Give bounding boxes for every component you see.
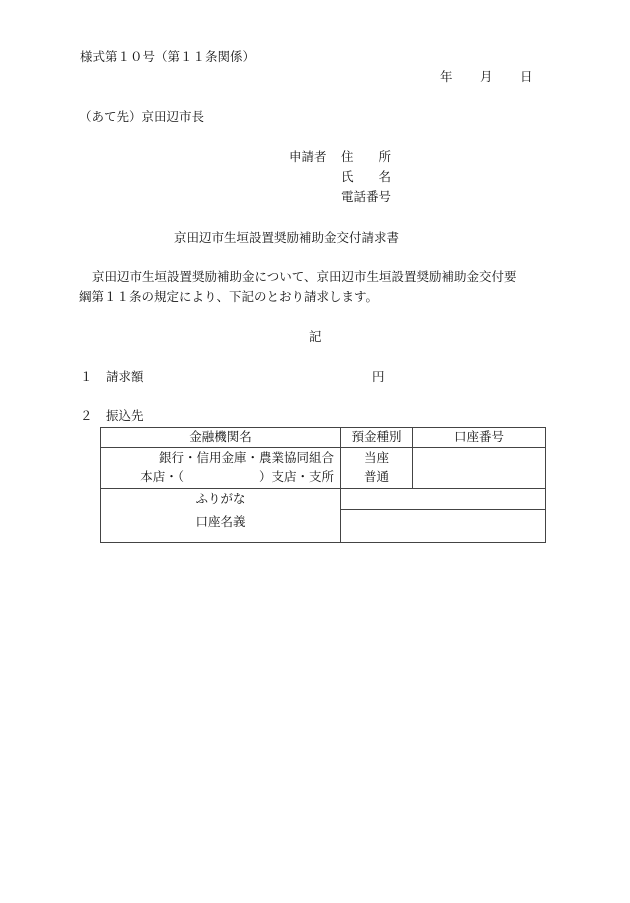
document-title: 京田辺市生垣設置奨励補助金交付請求書 (174, 230, 400, 245)
deposit-type-cell[interactable] (341, 448, 413, 489)
bank-table (100, 427, 546, 543)
institution-cell[interactable] (101, 448, 341, 489)
applicant-address-label: 住 所 (341, 149, 392, 164)
account-name-label-cell (101, 489, 341, 543)
deposit-type-ordinary: 普通 (363, 469, 389, 484)
applicant-phone-label: 電話番号 (341, 189, 392, 204)
form-number: 様式第１０号（第１１条関係） (80, 49, 256, 64)
header-account-number: 口座番号 (413, 428, 546, 448)
institution-line-1: 銀行・信用金庫・農業協同組合 (158, 450, 334, 466)
institution-line-2: 本店・（ ）支店・支所 (140, 469, 334, 484)
date-year-label: 年 (440, 69, 453, 84)
account-number-cell[interactable] (413, 448, 546, 489)
item2-label: 振込先 (106, 408, 144, 423)
applicant-name-label: 氏 名 (341, 169, 392, 184)
furigana-label: ふりがな (195, 491, 246, 506)
date-month-label: 月 (480, 69, 493, 84)
addressee: （あて先）京田辺市長 (79, 109, 205, 124)
furigana-input-cell[interactable] (341, 489, 546, 510)
account-name-input-cell[interactable] (341, 510, 546, 543)
ki-heading: 記 (309, 329, 322, 344)
item2-number: ２ (80, 408, 93, 423)
header-deposit-type: 預金種別 (341, 428, 413, 448)
body-text-line-1: 京田辺市生垣設置奨励補助金について、京田辺市生垣設置奨励補助金交付要 (92, 269, 517, 284)
deposit-type-current: 当座 (363, 450, 389, 466)
header-institution: 金融機関名 (101, 428, 341, 448)
account-name-label: 口座名義 (195, 513, 246, 529)
applicant-label: 申請者 (289, 149, 327, 164)
date-day-label: 日 (520, 69, 533, 84)
item1-number: １ (80, 369, 93, 384)
item1-label: 請求額 (106, 369, 144, 384)
item1-unit: 円 (372, 369, 385, 384)
body-text-line-2: 綱第１１条の規定により、下記のとおり請求します。 (79, 289, 379, 304)
